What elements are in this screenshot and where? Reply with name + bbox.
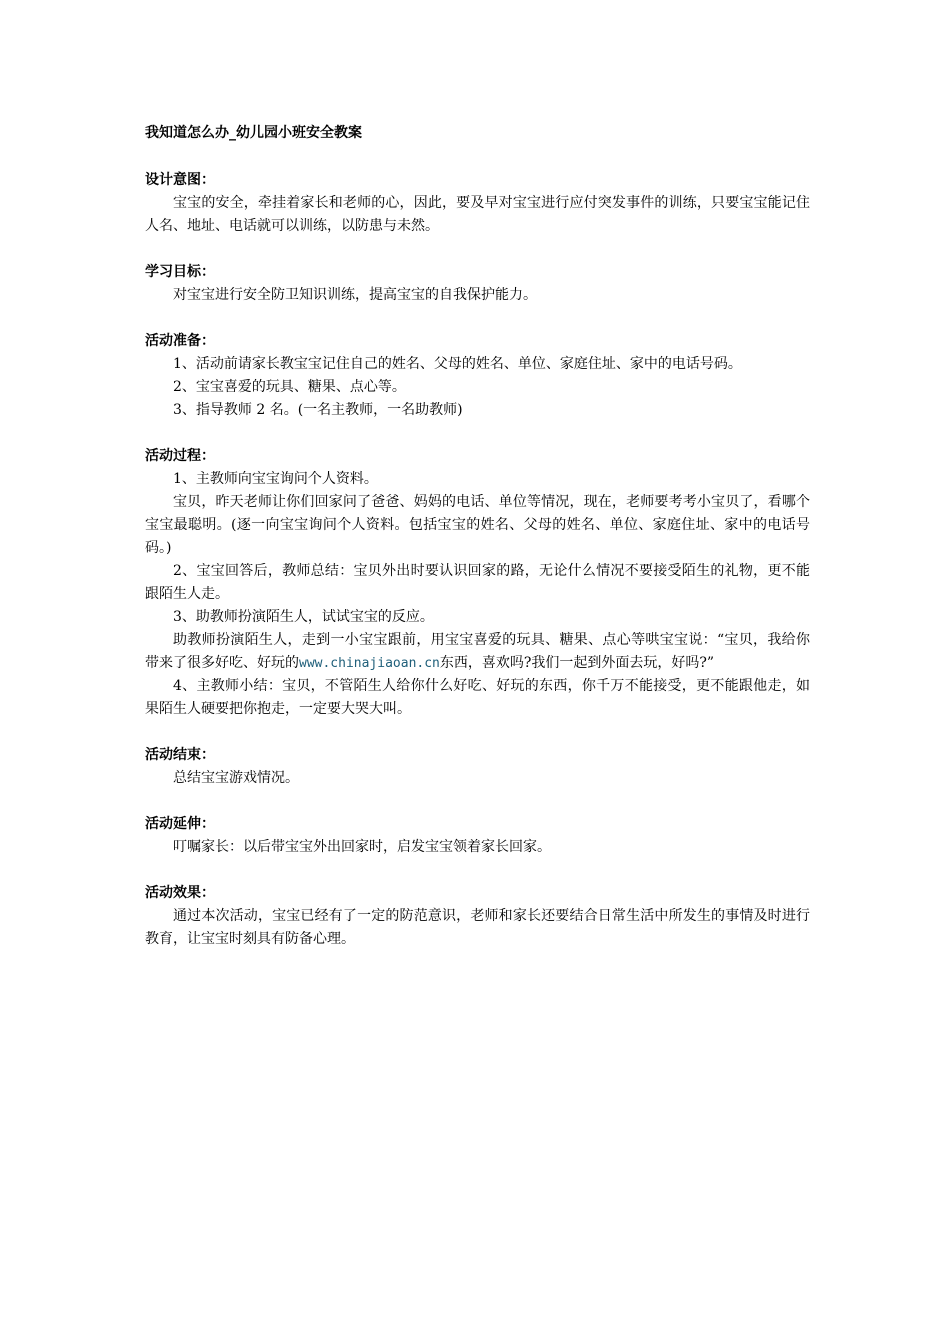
website-link[interactable]: www.chinajiaoan.cn (299, 656, 440, 671)
section-preparation (145, 330, 810, 422)
paragraph: 1、活动前请家长教宝宝记住自己的姓名、父母的姓名、单位、家庭住址、家中的电话号码。 (173, 356, 742, 372)
paragraph: 2、宝宝喜爱的玩具、糖果、点心等。 (173, 379, 406, 395)
section-extension (145, 813, 810, 859)
section-heading-preparation: 活动准备： (145, 333, 215, 349)
paragraph-text-before-link: 助教师扮演陌生人，走到一小宝宝跟前，用宝宝喜爱的玩具、糖果、点心等哄宝宝说：“宝贝，我给你带来了很多好吃、好玩的 (145, 632, 810, 671)
paragraph: 叮嘱家长：以后带宝宝外出回家时，启发宝宝领着家长回家。 (173, 839, 551, 855)
paragraph: 对宝宝进行安全防卫知识训练，提高宝宝的自我保护能力。 (173, 287, 537, 303)
paragraph: 总结宝宝游戏情况。 (173, 770, 299, 786)
section-ending (145, 744, 810, 790)
section-heading-effect: 活动效果： (145, 885, 215, 901)
document-page (145, 122, 810, 974)
paragraph: 3、指导教师 2 名。(一名主教师，一名助教师) (173, 402, 463, 418)
paragraph: 宝宝的安全，牵挂着家长和老师的心，因此，要及早对宝宝进行应付突发事件的训练，只要宝宝能记住人名、地址、电话就可以训练，以防患与未然。 (145, 195, 810, 234)
paragraph-text-after-link: 东西，喜欢吗?我们一起到外面去玩，好吗?” (439, 655, 715, 671)
paragraph: 通过本次活动，宝宝已经有了一定的防范意识，老师和家长还要结合日常生活中所发生的事情及时进行教育，让宝宝时刻具有防备心理。 (145, 908, 810, 947)
section-process (145, 445, 810, 721)
paragraph: 宝贝，昨天老师让你们回家问了爸爸、妈妈的电话、单位等情况，现在，老师要考考小宝贝了，看哪个宝宝最聪明。(逐一向宝宝询问个人资料。包括宝宝的姓名、父母的姓名、单位、家庭住址、家中的电话号码。) (145, 494, 810, 556)
section-heading-extension: 活动延伸： (145, 816, 215, 832)
section-effect (145, 882, 810, 951)
section-heading-ending: 活动结束： (145, 747, 215, 763)
paragraph: 1、主教师向宝宝询问个人资料。 (173, 471, 378, 487)
paragraph-with-link (145, 629, 810, 675)
paragraph: 4、主教师小结：宝贝，不管陌生人给你什么好吃、好玩的东西，你千万不能接受，更不能跟他走，如果陌生人硬要把你抱走，一定要大哭大叫。 (145, 678, 810, 717)
paragraph: 3、助教师扮演陌生人，试试宝宝的反应。 (173, 609, 434, 625)
section-design-intent (145, 169, 810, 238)
section-heading-design-intent: 设计意图： (145, 172, 215, 188)
section-learning-goals (145, 261, 810, 307)
section-heading-learning-goals: 学习目标： (145, 264, 215, 280)
document-title: 我知道怎么办_幼儿园小班安全教案 (145, 125, 362, 141)
paragraph: 2、宝宝回答后，教师总结：宝贝外出时要认识回家的路，无论什么情况不要接受陌生的礼物，更不能跟陌生人走。 (145, 563, 810, 602)
section-heading-process: 活动过程： (145, 448, 215, 464)
